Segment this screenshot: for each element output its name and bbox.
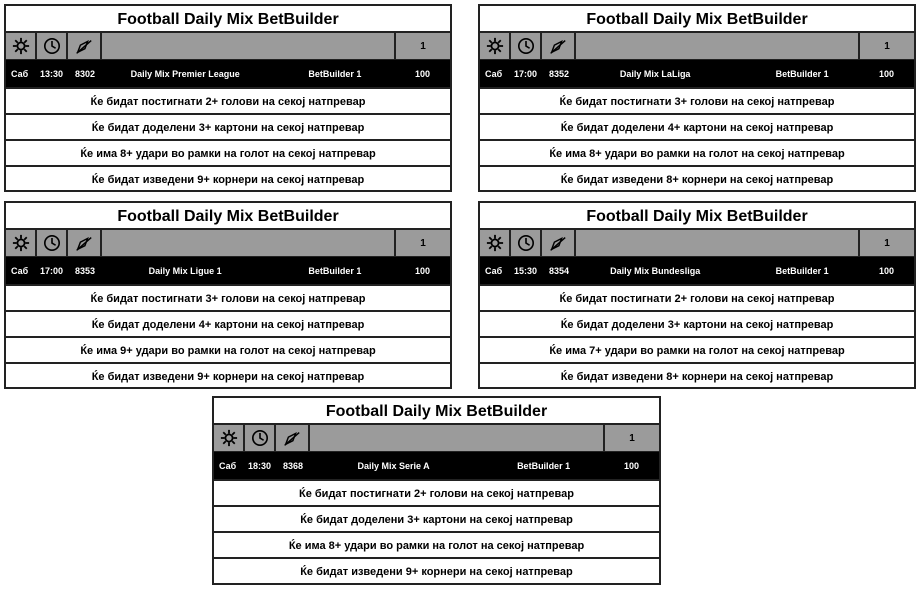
card-title: Football Daily Mix BetBuilder <box>480 203 914 230</box>
toolbar-spacer <box>576 33 858 59</box>
card-title: Football Daily Mix BetBuilder <box>214 398 659 425</box>
event-day: Саб <box>11 68 29 79</box>
settings-gear-icon[interactable] <box>480 230 511 256</box>
clock-icon[interactable] <box>245 425 276 451</box>
selection-count: 1 <box>858 230 914 256</box>
hidden-bet-icon[interactable] <box>68 33 102 59</box>
hidden-bet-icon[interactable] <box>68 230 102 256</box>
bet-condition-line: Ќе бидат доделени 4+ картони на секој натпревар <box>480 113 914 139</box>
event-day: Саб <box>485 265 503 276</box>
event-league: Daily Mix LaLiga <box>619 68 691 79</box>
settings-gear-icon[interactable] <box>6 230 37 256</box>
market-name: BetBuilder 1 <box>775 68 829 79</box>
event-code: 8353 <box>75 265 96 276</box>
bet-condition-line: Ќе има 9+ удари во рамки на голот на секој натпревар <box>6 336 450 362</box>
bet-condition-line: Ќе бидат изведени 8+ корнери на секој натпревар <box>480 165 914 191</box>
bet-condition-line: Ќе има 8+ удари во рамки на голот на секој натпревар <box>480 139 914 165</box>
bet-condition-line: Ќе има 8+ удари во рамки на голот на секој натпревар <box>6 139 450 165</box>
card-title: Football Daily Mix BetBuilder <box>6 203 450 230</box>
card-toolbar <box>214 425 659 452</box>
event-league: Daily Mix Serie A <box>357 460 430 471</box>
bet-condition-line: Ќе бидат постигнати 3+ голови на секој натпревар <box>480 87 914 113</box>
market-odds: 100 <box>878 68 894 79</box>
bet-condition-line: Ќе има 8+ удари во рамки на голот на секој натпревар <box>214 531 659 557</box>
event-code: 8302 <box>75 68 96 79</box>
bet-condition-line: Ќе има 7+ удари во рамки на голот на секој натпревар <box>480 336 914 362</box>
selection-count: 1 <box>394 230 450 256</box>
bet-condition-line: Ќе бидат изведени 9+ корнери на секој натпревар <box>6 165 450 191</box>
bet-condition-line: Ќе бидат доделени 3+ картони на секој натпревар <box>6 113 450 139</box>
bet-condition-line: Ќе бидат изведени 8+ корнери на секој натпревар <box>480 362 914 388</box>
bet-condition-line: Ќе бидат постигнати 2+ голови на секој натпревар <box>214 479 659 505</box>
card-title: Football Daily Mix BetBuilder <box>6 6 450 33</box>
clock-icon[interactable] <box>37 230 68 256</box>
bet-condition-line: Ќе бидат доделени 3+ картони на секој натпревар <box>480 310 914 336</box>
bet-condition-line: Ќе бидат изведени 9+ корнери на секој натпревар <box>6 362 450 388</box>
hidden-bet-icon[interactable] <box>542 230 576 256</box>
hidden-bet-icon[interactable] <box>542 33 576 59</box>
toolbar-spacer <box>102 33 394 59</box>
toolbar-spacer <box>102 230 394 256</box>
bet-condition-line: Ќе бидат доделени 4+ картони на секој натпревар <box>6 310 450 336</box>
event-day: Саб <box>11 265 29 276</box>
betbuilder-card-3 <box>478 201 916 389</box>
event-time: 17:00 <box>40 265 64 276</box>
event-info-row[interactable] <box>6 257 450 284</box>
selection-count: 1 <box>858 33 914 59</box>
event-info-row[interactable] <box>6 60 450 87</box>
market-odds: 100 <box>414 265 430 276</box>
selection-count: 1 <box>394 33 450 59</box>
event-info-row[interactable] <box>214 452 659 479</box>
clock-icon[interactable] <box>511 230 542 256</box>
event-day: Саб <box>485 68 503 79</box>
card-toolbar <box>480 33 914 60</box>
event-league: Daily Mix Premier League <box>130 68 240 79</box>
clock-icon[interactable] <box>511 33 542 59</box>
betbuilder-card-0 <box>4 4 452 192</box>
market-odds: 100 <box>878 265 894 276</box>
event-league: Daily Mix Bundesliga <box>610 265 701 276</box>
clock-icon[interactable] <box>37 33 68 59</box>
card-toolbar <box>6 33 450 60</box>
settings-gear-icon[interactable] <box>480 33 511 59</box>
settings-gear-icon[interactable] <box>6 33 37 59</box>
betbuilder-card-2 <box>4 201 452 389</box>
event-day: Саб <box>219 460 237 471</box>
event-info-row[interactable] <box>480 257 914 284</box>
card-title: Football Daily Mix BetBuilder <box>480 6 914 33</box>
hidden-bet-icon[interactable] <box>276 425 310 451</box>
selection-count: 1 <box>603 425 659 451</box>
toolbar-spacer <box>310 425 603 451</box>
market-odds: 100 <box>623 460 639 471</box>
event-code: 8368 <box>283 460 304 471</box>
bet-condition-line: Ќе бидат доделени 3+ картони на секој натпревар <box>214 505 659 531</box>
market-name: BetBuilder 1 <box>308 265 362 276</box>
betbuilder-card-1 <box>478 4 916 192</box>
bet-condition-line: Ќе бидат изведени 9+ корнери на секој натпревар <box>214 557 659 583</box>
event-time: 18:30 <box>248 460 272 471</box>
event-code: 8352 <box>549 68 570 79</box>
toolbar-spacer <box>576 230 858 256</box>
card-toolbar <box>6 230 450 257</box>
bet-condition-line: Ќе бидат постигнати 2+ голови на секој натпревар <box>6 87 450 113</box>
event-league: Daily Mix Ligue 1 <box>148 265 222 276</box>
market-name: BetBuilder 1 <box>775 265 829 276</box>
market-name: BetBuilder 1 <box>517 460 571 471</box>
event-code: 8354 <box>549 265 570 276</box>
event-info-row[interactable] <box>480 60 914 87</box>
bet-condition-line: Ќе бидат постигнати 2+ голови на секој натпревар <box>480 284 914 310</box>
market-name: BetBuilder 1 <box>308 68 362 79</box>
settings-gear-icon[interactable] <box>214 425 245 451</box>
card-toolbar <box>480 230 914 257</box>
event-time: 15:30 <box>514 265 538 276</box>
betbuilder-card-4 <box>212 396 661 585</box>
event-time: 13:30 <box>40 68 64 79</box>
event-time: 17:00 <box>514 68 538 79</box>
market-odds: 100 <box>414 68 430 79</box>
bet-condition-line: Ќе бидат постигнати 3+ голови на секој натпревар <box>6 284 450 310</box>
